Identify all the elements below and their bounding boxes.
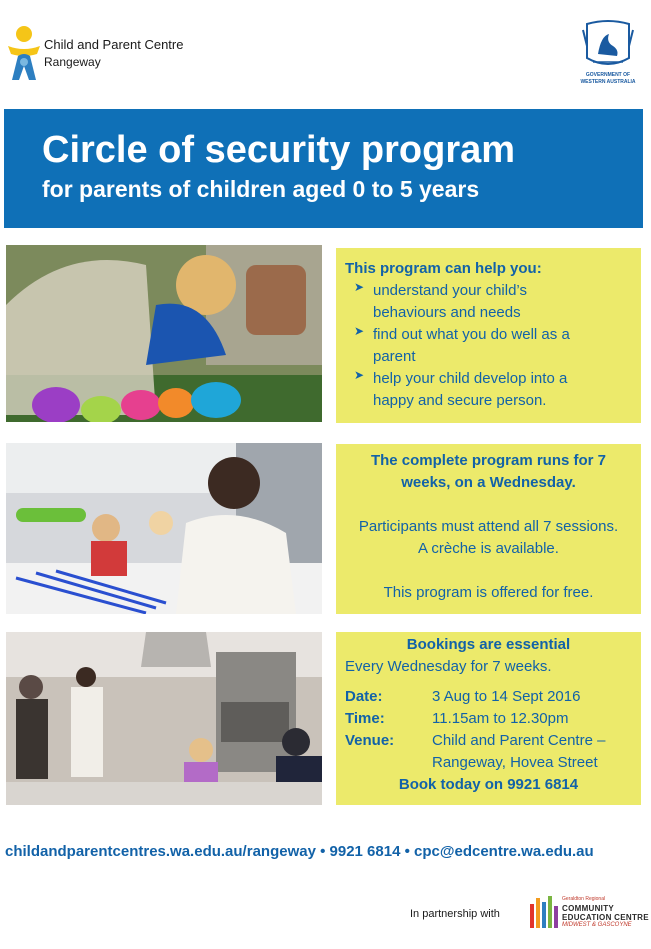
child-parent-centre-logo-icon [4, 22, 44, 84]
page-title: Circle of security program [42, 129, 516, 171]
partner-region: Geraldton Regional [562, 896, 606, 902]
gov-text-line2: WESTERN AUSTRALIA [580, 79, 636, 85]
venue-label: Venue: [345, 732, 395, 749]
benefit-text: behaviours and needs [373, 304, 521, 321]
program-duration-line2: weeks, on a Wednesday. [401, 474, 576, 491]
contact-line[interactable]: childandparentcentres.wa.edu.au/rangeway • 9921 6814 • cpc@edcentre.wa.edu.au [5, 843, 594, 860]
org-location: Rangeway [44, 55, 101, 69]
benefits-heading: This program can help you: [345, 260, 542, 277]
benefit-text: parent [373, 348, 416, 365]
attendance-requirement: Participants must attend all 7 sessions. [358, 518, 619, 535]
org-name: Child and Parent Centre [44, 37, 184, 52]
gov-text-line1: GOVERNMENT OF [585, 72, 631, 78]
partner-tagline: MIDWEST & GASCOYNE [562, 922, 632, 928]
time-value: 11.15am to 12.30pm [432, 710, 569, 727]
booking-heading: Bookings are essential [406, 636, 571, 653]
venue-value-line1: Child and Parent Centre – [432, 732, 606, 749]
date-label: Date: [345, 688, 383, 705]
creche-note: A crèche is available. [418, 540, 559, 557]
partner-name-line1: COMMUNITY [562, 904, 615, 913]
booking-cta: Book today on 9921 6814 [398, 776, 579, 793]
program-duration-line1: The complete program runs for 7 [370, 452, 607, 469]
photo-kitchen-group [6, 632, 322, 805]
partner-name-line2: EDUCATION CENTRE [562, 913, 649, 922]
partner-prefix: In partnership with [410, 908, 500, 920]
schedule-note: Every Wednesday for 7 weeks. [345, 658, 552, 675]
benefit-text: understand your child’s [373, 282, 527, 299]
benefit-text: find out what you do well as a [373, 326, 570, 343]
photo-child-playing [6, 245, 322, 422]
community-education-centre-logo-icon [528, 894, 560, 930]
cost-note: This program is offered for free. [383, 584, 594, 601]
benefit-text: help your child develop into a [373, 370, 568, 387]
page-subtitle: for parents of children aged 0 to 5 years [42, 176, 480, 202]
arrow-bullet-icon: ➤ [354, 324, 365, 338]
date-value: 3 Aug to 14 Sept 2016 [432, 688, 581, 705]
arrow-bullet-icon: ➤ [354, 368, 365, 382]
benefit-text: happy and secure person. [373, 392, 547, 409]
time-label: Time: [345, 710, 385, 727]
venue-value-line2: Rangeway, Hovea Street [432, 754, 598, 771]
arrow-bullet-icon: ➤ [354, 280, 365, 294]
photo-craft-activity [6, 443, 322, 614]
